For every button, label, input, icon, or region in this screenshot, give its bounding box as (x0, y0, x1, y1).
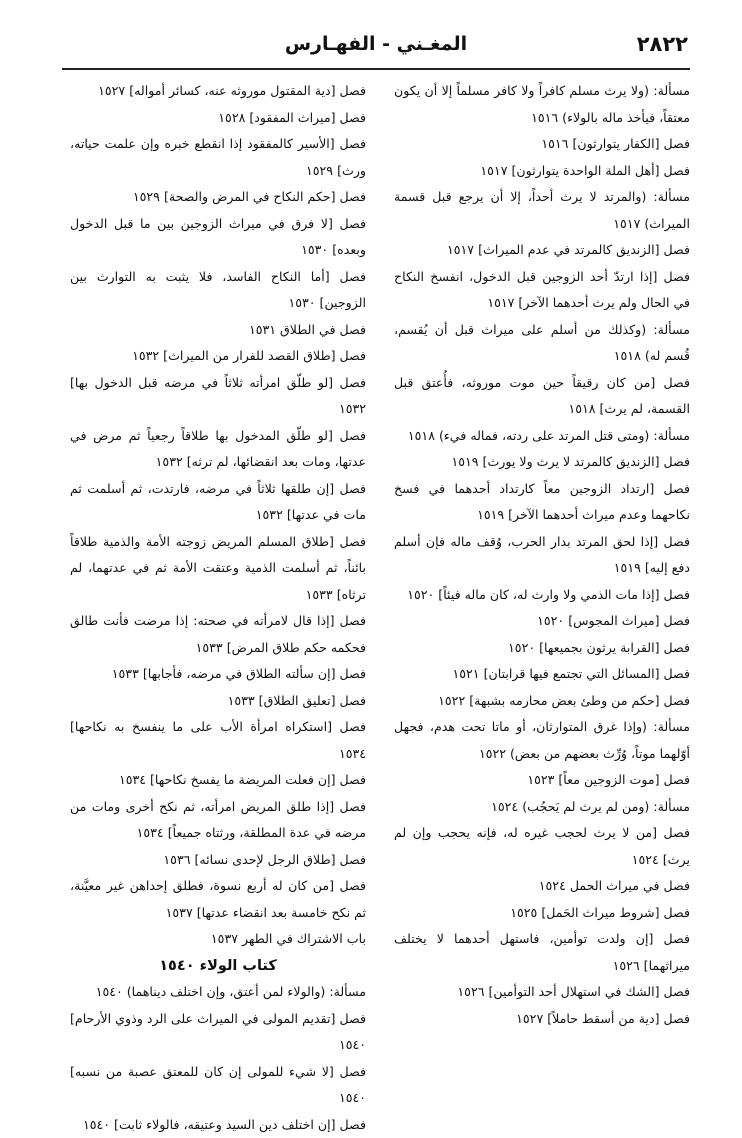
index-entry: فصل [استكراه امرأة الأب على ما ينفسخ به نكاحها] ١٥٣٤ (70, 714, 366, 767)
index-entry: مسألة: (ولا يرث مسلم كافراً ولا كافر مسلماً إلا أن يكون معتقاً، فيأخذ ماله بالولاء) ١٥١٦ (394, 78, 690, 131)
index-entry: فصل [لو طلّق المدخول بها طلاقاً رجعياً ثم مرض في عدتها، ومات بعد انقضائها، لم ترثه] ١٥٣٢ (70, 423, 366, 476)
index-entry: مسألة: (والمرتد لا يرث أحداً، إلا أن يرجع قبل قسمة الميراث) ١٥١٧ (394, 184, 690, 237)
index-entry: كتاب الولاء ١٥٤٠ (70, 953, 366, 980)
running-title: المغـني - الفهـارس (64, 33, 688, 55)
index-entry: فصل في الطلاق ١٥٣١ (70, 317, 366, 344)
index-entry: فصل [من كان رقيقاً حين موت موروثه، فأُعتق قبل القسمة، لم يرث] ١٥١٨ (394, 370, 690, 423)
header-rule (62, 68, 690, 70)
index-entry: فصل [الزنديق كالمرتد في عدم الميراث] ١٥١٧ (394, 237, 690, 264)
index-entry: فصل [طلاق المسلم المريض زوجته الأمة والذمية طلاقاً بائناً، ثم أسلمت الذمية وعتقت الأمة ثم في عدتهما، لم ترثاه] ١٥٣٣ (70, 529, 366, 609)
index-entry: فصل [إذا طلق المريض امرأته، ثم نكح أخرى ومات من مرضه في عدة المطلقة، ورثتاه جميعاً] ١٥٣٤ (70, 794, 366, 847)
index-entry: مسألة: (والولاء لمن أعتق، وإن اختلف دیناهما) ١٥٤٠ (70, 979, 366, 1006)
index-entry: فصل [الشك في استهلال أحد التوأمين] ١٥٢٦ (394, 979, 690, 1006)
index-entry: فصل [المسائل التي تجتمع فيها قرابتان] ١٥٢١ (394, 661, 690, 688)
index-entry: فصل [شروط ميراث الحَمل] ١٥٢٥ (394, 900, 690, 927)
index-entry: فصل [دية من أسقط حاملاً] ١٥٢٧ (394, 1006, 690, 1033)
index-entry: فصل [الأسير كالمفقود إذا انقطع خبره وإن علمت حياته، ورث] ١٥٢٩ (70, 131, 366, 184)
page-header (64, 28, 688, 62)
index-entry: فصل [إن طلقها ثلاثاً في مرضه، فارتدت، ثم أسلمت ثم مات في عدتها] ١٥٣٢ (70, 476, 366, 529)
index-columns (70, 78, 690, 1078)
index-entry: مسألة: (ومتى قتل المرتد على ردته، فماله فيء) ١٥١٨ (394, 423, 690, 450)
index-entry: فصل [إن اختلف دين السيد وعتيقه، فالولاء ثابت] ١٥٤٠ (70, 1112, 366, 1138)
index-entry: فصل [إذا لحق المرتد بدار الحرب، وُقف ماله فإن أسلم دفع إليه] ١٥١٩ (394, 529, 690, 582)
index-entry: فصل [القرابة يرثون بجميعها] ١٥٢٠ (394, 635, 690, 662)
left-column (70, 78, 366, 1078)
index-entry: فصل [ميراث المجوس] ١٥٢٠ (394, 608, 690, 635)
index-entry: فصل [ميراث المفقود] ١٥٢٨ (70, 105, 366, 132)
index-entry: فصل [إن ولدت توأمين، فاستهل أحدهما لا يختلف ميراثهما] ١٥٢٦ (394, 926, 690, 979)
index-entry: فصل [إذا ارتدّ أحد الزوجين قبل الدخول، انفسخ النكاح في الحال ولم يرث أحدهما الآخر] ١٥١٧ (394, 264, 690, 317)
index-entry: مسألة: (وإذا غرق المتوارثان، أو ماتا تحت هدم، فجهل أوّلهما موتاً، وُرِّث بعضهم من بعض) ١٥٢٢ (394, 714, 690, 767)
page-number: ٢٨٢٢ (637, 32, 688, 56)
index-entry: فصل [لو طلّق امرأته ثلاثاً في مرضه قبل الدخول بها] ١٥٣٢ (70, 370, 366, 423)
index-entry: فصل [إن فعلت المريضة ما يفسخ نكاحها] ١٥٣٤ (70, 767, 366, 794)
index-entry: فصل [حكم من وطئ بعض محارمه بشبهة] ١٥٢٢ (394, 688, 690, 715)
index-entry: فصل [الكفار يتوارثون] ١٥١٦ (394, 131, 690, 158)
index-entry: فصل [إن سألته الطلاق في مرضه، فأجابها] ١٥٣٣ (70, 661, 366, 688)
index-entry: فصل [الزنديق كالمرتد لا يرث ولا يورث] ١٥١٩ (394, 449, 690, 476)
right-column (394, 78, 690, 1078)
index-entry: فصل [من لا يرث لحجب غيره له، فإنه يحجب وإن لم يرث] ١٥٢٤ (394, 820, 690, 873)
index-entry: فصل [لا شيء للمولى إن كان للمعتق عصبة من نسبه] ١٥٤٠ (70, 1059, 366, 1112)
index-entry: فصل [إذا مات الذمي ولا وارث له، كان ماله فيئاً] ١٥٢٠ (394, 582, 690, 609)
index-entry: مسألة: (وكذلك من أسلم على ميراث قبل أن يُقسم، قُسم له) ١٥١٨ (394, 317, 690, 370)
index-entry: فصل [من كان له أربع نسوة، فطلق إحداهن غير معيَّنة، ثم نكح خامسة بعد انقضاء عدتها] ١٥٣٧ (70, 873, 366, 926)
index-entry: فصل [لا فرق في ميراث الزوجين بين ما قبل الدخول وبعده] ١٥٣٠ (70, 211, 366, 264)
index-entry: فصل [أهل الملة الواحدة يتوارثون] ١٥١٧ (394, 158, 690, 185)
index-entry: فصل [دية المقتول موروثه عنه، كسائر أمواله] ١٥٢٧ (70, 78, 366, 105)
index-entry: فصل [إذا قال لامرأته في صحته: إذا مرضت فأنت طالق فحكمه حكم طلاق المرض] ١٥٣٣ (70, 608, 366, 661)
index-entry: فصل [طلاق القصد للفرار من الميراث] ١٥٣٢ (70, 343, 366, 370)
index-entry: مسألة: (ومن لم يرث لم يَحجُب) ١٥٢٤ (394, 794, 690, 821)
index-entry: فصل [ارتداد الزوجين معاً كارتداد أحدهما في فسخ نكاحهما وعدم ميراث أحدهما الآخر] ١٥١٩ (394, 476, 690, 529)
index-entry: فصل [أما النكاح الفاسد، فلا يثبت به التوارث بين الزوجين] ١٥٣٠ (70, 264, 366, 317)
index-entry: فصل في ميراث الحمل ١٥٢٤ (394, 873, 690, 900)
index-entry: فصل [تعليق الطلاق] ١٥٣٣ (70, 688, 366, 715)
index-entry: فصل [موت الزوجين معاً] ١٥٢٣ (394, 767, 690, 794)
index-entry: فصل [حكم النكاح في المرض والصحة] ١٥٢٩ (70, 184, 366, 211)
index-entry: باب الاشتراك في الطهر ١٥٣٧ (70, 926, 366, 953)
index-entry: فصل [طلاق الرجل لإحدى نسائه] ١٥٣٦ (70, 847, 366, 874)
index-entry: فصل [تقديم المولى في الميراث على الرد وذوي الأرحام] ١٥٤٠ (70, 1006, 366, 1059)
